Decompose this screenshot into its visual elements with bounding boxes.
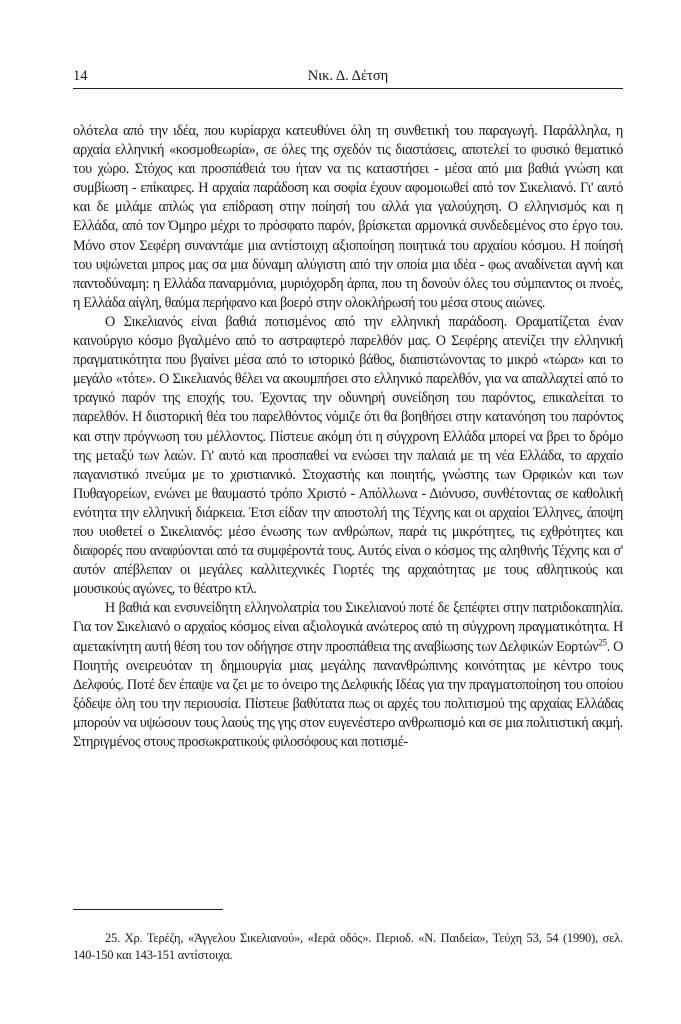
header-rule bbox=[73, 88, 623, 89]
footnote: 25. Χρ. Τερέζη, «Άγγελου Σικελιανού», «Ιερά οδός». Περιοδ. «Ν. Παιδεία», Τεύχη 53, 54 (1990), σελ. 140-150 και 143-151 αντίστοιχα. bbox=[73, 931, 623, 962]
paragraph-3-part-2: . Ο Ποιητής ονειρευόταν τη δημιουργία μιας μεγάλης πανανθρώπινης κοινότητας με κέντρο τους Δελφούς. Ποτέ δεν έπαψε να ζει με το όνειρο της Δελφικής Ιδέας για την πραγματοποίηση του οποίου ξόδεψε όλη του την περιουσία. Πίστευε βαθύτατα πως οι αρχές του πολιτισμού της αρχαίας Ελλάδας μπορούν να υψώσουν τους λαούς της γης στον ευγενέστερο ανθρωπισμό και σε μια πολιτιστική ακμή. Στηριγμένος στους προσωκρατικούς φιλοσόφους και ποτισμέ- bbox=[73, 638, 623, 750]
paragraph-2: Ο Σικελιανός είναι βαθιά ποτισμένος από την ελληνική παράδοση. Οραματίζεται έναν καινούργιο κόσμο βγαλμένο από το αστραφτερό παρελθόν μας. Ο Σεφέρης ατενίζει την ελληνική πραγματικότητα που βγαίνει μέσα από το ιστορικό βάθος, διαπιστώνοντας το μικρό «τώρα» και το μεγάλο «τότε». Ο Σικελιανός θέλει να ακουμπήσει στο ελληνικό παρελθόν, για να απαλλαχτεί από το τραγικό παρόν της εποχής του. Έχοντας την οδυνηρή συνείδηση του παρόντος, επικαλείται το παρελθόν. Η διιστορική θέα του παρελθόντος νόμιζε ότι θα βοηθήσει στην κατανόηση του παρόντος και στην πρόγνωση του μέλλοντος. Πίστευε ακόμη ότι η σύγχρονη Ελλάδα μπορεί να βρει το δρόμο της μεταξύ των λαών. Γι' αυτό και προσπαθεί να ενώσει την παλαιά με τη νέα Ελλάδα, το αρχαίο παγανιστικό πνεύμα με το χριστιανικό. Στοχαστής και ποιητής, γνώστης των Ορφικών και των Πυθαγορείων, ενώνει με θαυμαστό τρόπο Χριστό - Απόλλωνα - Διόνυσο, συνθέτοντας σε καθολική ενότητα την ελληνική διάρκεια. Έτσι είδαν την αποστολή της Τέχνης και οι αρχαίοι Έλληνες, άποψη που υιοθετεί ο Σικελιανός: μέσο ένωσης των ανθρώπων, παρά τις μικρότητες, τις εχθρότητες και διαφορές που αναφύονται από τα συμφέροντά τους. Αυτός είναι ο κόσμος της αληθινής Τέχνης και σ' αυτόν απέβλεπαν οι μεγάλες καλλιτεχνικές Γιορτές της αρχαιότητας με τους αθλητικούς και μουσικούς αγώνες, το θέατρο κτλ. bbox=[73, 313, 623, 598]
body-text bbox=[73, 122, 623, 752]
page-number: 14 bbox=[73, 68, 88, 84]
paragraph-1: ολότελα από την ιδέα, που κυρίαρχα κατευθύνει όλη τη συνθετική του παραγωγή. Παράλληλα, η αρχαία ελληνική «κοσμοθεωρία», σε όλες της σχεδόν τις διαστάσεις, αποτελεί το φυσικό θεματικό του χώρο. Στόχος και προσπάθειά του ήταν να τις καταστήσει - μέσα από μια βαθιά γνώση και συμβίωση - επίκαιρες. Η αρχαία παράδοση και σοφία έχουν αφομοιωθεί από τον Σικελιανό. Γι' αυτό και δε μιλάμε απλώς για επίδραση στην ποίησή του αλλά για γαλούχηση. Ο ελληνισμός και η Ελλάδα, από τον Όμηρο μέχρι το πρόσφατο παρόν, βρίσκεται αρμονικά συνδεδεμένος στο έργο του. Μόνο στον Σεφέρη συναντάμε μια αντίστοιχη αξιοποίηση ποιητικά του αρχαίου κόσμου. Η ποίησή του υψώνεται μπρος μας σα μια δύναμη αλύγιστη από την οποία μια ιδέα - φως αναδίνεται αγνή και παντοδύναμη: η Ελλάδα παναρμόνια, μυριόχορδη άρπα, που τη δονούν όλες του σύμπαντος οι πνοές, η Ελλάδα αίγλη, θαύμα περήφανο και βοερό στην ολοκλήρωσή του μέσα στους αιώνες. bbox=[73, 123, 623, 311]
footnote-reference: 25 bbox=[598, 636, 607, 647]
paragraph-3 bbox=[73, 599, 623, 752]
paragraph-3-part-1: Η βαθιά και ενσυνείδητη ελληνολατρία του Σικελιανού ποτέ δε ξεπέφτει στην πατριδοκαπηλία. Για τον Σικελιανό ο αρχαίος κόσμος είναι αξιολογικά ανώτερος από τη σύγχρονη πραγματικότητα. Η αμετακίνητη αυτή θέση του τον οδήγησε στην προσπάθεια της αναβίωσης των Δελφικών Εορτών bbox=[73, 600, 623, 655]
footnote-rule bbox=[73, 909, 223, 910]
running-head bbox=[73, 68, 623, 86]
running-title: Νικ. Δ. Δέτση bbox=[307, 68, 389, 84]
